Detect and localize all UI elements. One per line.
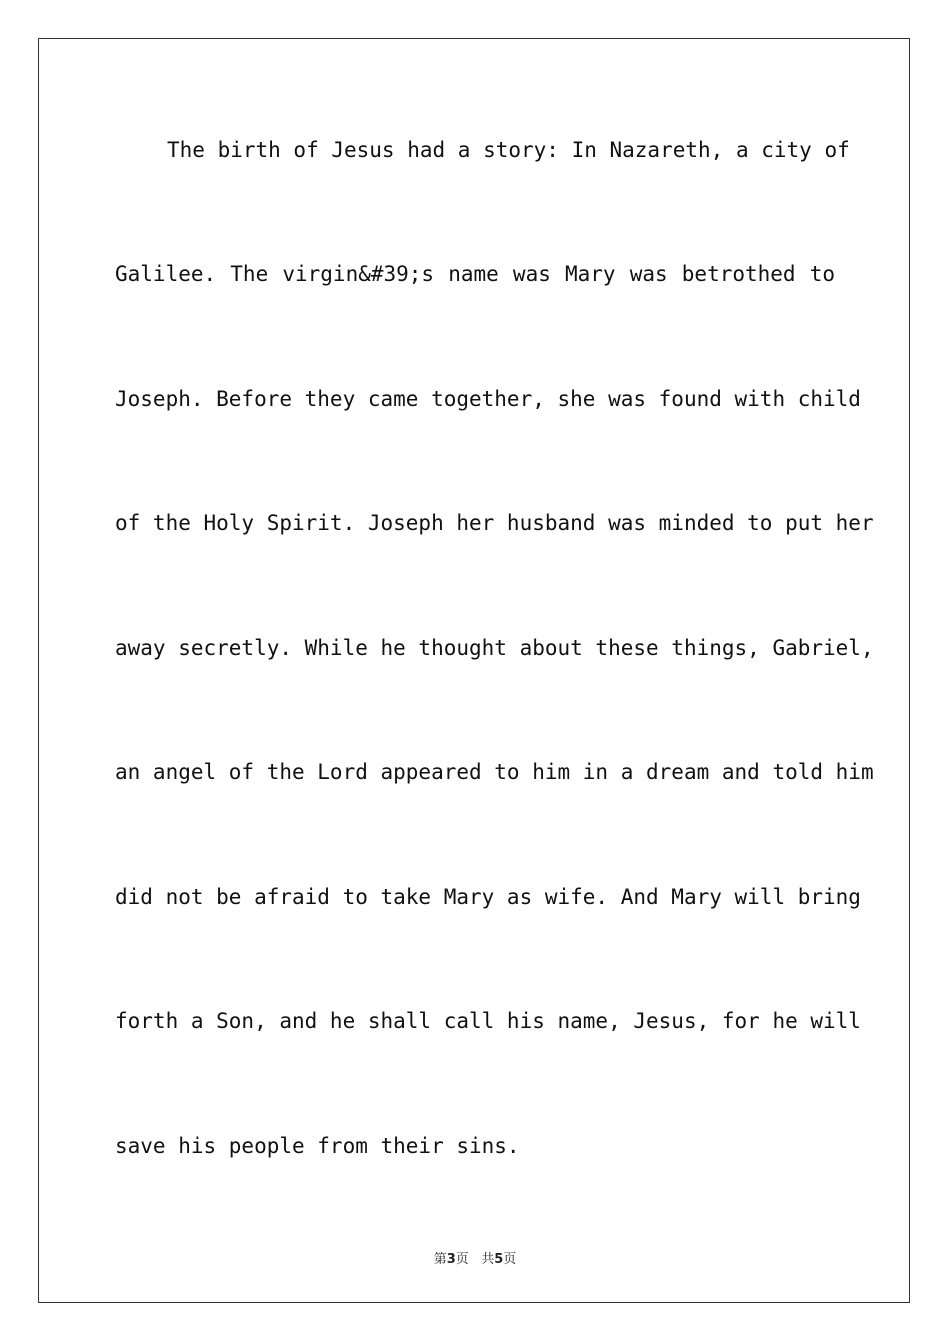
paragraph-line-9: save his people from their sins. [115,1134,520,1158]
footer-total-prefix: 共 [481,1252,495,1267]
footer-page-word: 页 [455,1252,469,1267]
page-border [38,38,910,1303]
paragraph-line-2: Galilee. The virgin&#39;s name was Mary was betrothed to [115,262,835,286]
paragraph-line-8: forth a Son, and he shall call his name, Jesus, for he will [115,1009,861,1033]
paragraph-line-1: The birth of Jesus had a story: In Nazareth, a city of [167,138,850,162]
paragraph-line-3: Joseph. Before they came together, she was found with child [115,387,861,411]
total-pages-number: 5 [494,1252,504,1267]
current-page-number: 3 [446,1252,456,1267]
paragraph-line-6: an angel of the Lord appeared to him in a dream and told him [115,760,874,784]
footer-total-suffix: 页 [503,1252,517,1267]
paragraph-line-7: did not be afraid to take Mary as wife. And Mary will bring [115,885,861,909]
paragraph-line-5: away secretly. While he thought about these things, Gabriel, [115,636,874,660]
footer-prefix: 第 [433,1252,447,1267]
paragraph-line-4: of the Holy Spirit. Joseph her husband was minded to put her [115,511,874,535]
page-footer [0,1248,950,1267]
